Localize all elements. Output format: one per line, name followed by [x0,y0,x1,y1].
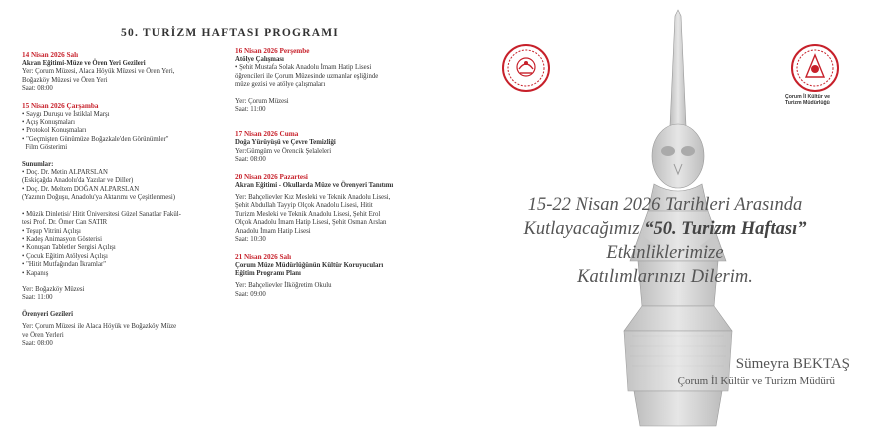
detail-line: • "Geçmişten Günümüze Boğazkale'den Görünümler" [22,135,169,143]
detail-line: • Saygı Duruşu ve İstiklal Marşı [22,110,110,118]
logo-caption [785,94,845,106]
event-details [22,169,227,203]
program-title: 50. TURİZM HAFTASI PROGRAMI [121,27,339,39]
event-details [22,211,227,278]
detail-line: • Açış Konuşmaları [22,119,75,127]
message-text: Kutlayacağımız [523,219,645,239]
detail-line: Şehit Abdullah Tayyip Olçok Anadolu Lisesi, Hitit [235,202,373,210]
detail-line: Yer: Çorum Müzesi [235,97,289,105]
detail-line: Saat: 11:00 [22,294,53,302]
detail-line: • Kapanış [22,269,49,277]
message-line: Katılımlarınızı Dilerim. [577,267,753,287]
detail-line: • Çocuk Eğitim Atölyesi Açılışı [22,252,108,260]
detail-line: öğrencileri ile Çorum Müzesinde uzmanlar eşliğinde [235,72,379,80]
detail-line: Saat: 11:00 [235,106,266,114]
event-title: Atölye Çalışması [235,56,284,63]
detail-line: Anadolu İmam Hatip Lisesi [235,227,311,235]
event-title: Çorum Müze Müdürlüğünün Kültür Koruyucuları [235,261,384,269]
event-date: 21 Nisan 2026 Salı [235,252,292,261]
detail-line: Yer: Çorum Müzesi, Alaca Höyük Müzesi ve Ören Yeri, [22,68,175,76]
event-date: 16 Nisan 2026 Perşembe [235,47,310,55]
message-line: Etkinliklerimize [606,243,724,263]
detail-line: (Eskiçağda Anadolu'da Yazılar ve Diller) [22,177,134,185]
event-details [22,323,227,348]
detail-line: • Doç. Dr. Metin ALPARSLAN [22,169,108,177]
detail-line: Turizm Mesleki ve Teknik Anadolu Lisesi, Şehit Erol [235,210,381,218]
program-column-left [22,51,227,348]
event-date: 15 Nisan 2026 Çarşamba [22,101,99,110]
detail-line: Saat: 10:30 [235,236,266,244]
event-name-highlight: “50. Turizm Haftası” [644,219,807,239]
event-title: Doğa Yürüyüşü ve Çevre Temizliği [235,139,336,147]
detail-line: Yer: Bahçelievler Kız Mesleki ve Teknik Anadolu Lisesi, [235,194,391,202]
event-date: 20 Nisan 2026 Pazartesi [235,172,308,181]
corum-directorate-logo [790,43,840,93]
detail-line: • Kadeş Animasyon Gösterisi [22,235,102,243]
detail-line: Film Gösterimi [22,144,68,152]
ministry-seal-logo [501,43,551,93]
detail-line: • Konuşan Tabletler Sergisi Açılışı [22,244,116,252]
signatory-name: Sümeyra BEKTAŞ [735,356,850,372]
event-details [22,111,227,153]
message-line [470,217,860,241]
detail-line: • Teşup Vitrini Açılışı [22,227,81,235]
detail-line: Saat: 08:00 [22,85,53,93]
event-title: Akran Eğitimi-Müze ve Ören Yeri Gezileri [22,60,146,67]
detail-line: müze gezisi ve atölye çalışmaları [235,81,326,89]
detail-line: Saat: 09:00 [235,290,266,298]
section-header: Sunumlar: [22,160,54,168]
section-header: Örenyeri Gezileri [22,310,74,318]
detail-line: Boğazköy Müzesi ve Ören Yeri [22,76,108,84]
logo-caption-line: Turizm Müdürlüğü [785,100,830,106]
signatory-title: Çorum İl Kültür ve Turizm Müdürü [677,375,835,387]
detail-line: • Doç. Dr. Meltem DOĞAN ALPARSLAN [22,185,140,193]
detail-line: ve Ören Yerleri [22,331,64,339]
detail-line: Yer: Boğazköy Müzesi [22,285,85,293]
message-line: 15-22 Nisan 2026 Tarihleri Arasında [527,195,803,215]
event-details [22,68,227,93]
event-title: Akran Eğitimi - Okullarda Müze ve Örenyeri Tanıtımı [235,181,394,189]
detail-line: tesi Prof. Dr. Ömer Can SATIR [22,219,108,227]
detail-line: Olçok Anadolu İmam Hatip Lisesi, Şehit Osman Arslan [235,219,387,227]
event-date: 17 Nisan 2026 Cuma [235,130,299,139]
detail-line: Saat: 08:00 [235,156,266,164]
event-date: 14 Nisan 2026 Salı [22,51,79,59]
logo-caption-line: Çorum İl Kültür ve [785,94,830,100]
detail-line: • Müzik Dinletisi/ Hitit Üniversitesi Güzel Sanatlar Fakül- [22,210,181,218]
invitation-message [470,193,860,289]
detail-line: • "Hitit Mutfağından İkramlar" [22,261,106,269]
detail-line: Yer: Bahçelievler İlköğretim Okulu [235,282,332,290]
detail-line: • Protokol Konuşmaları [22,127,87,135]
detail-line: (Yazının Doğuşu, Anadolu'ya Aktarımı ve Çeşitlenmesi) [22,194,176,202]
event-details [22,286,227,303]
event-title: Eğitim Programı Planı [235,269,301,277]
detail-line: Yer: Çorum Müzesi ile Alaca Höyük ve Boğazköy Müze [22,323,177,331]
detail-line: Saat: 08:00 [22,339,53,347]
detail-line: • Şehit Mustafa Solak Anadolu İmam Hatip Lisesi [235,64,372,72]
detail-line: Yer:Gümgüm ve Örencik Şelaleleri [235,147,332,155]
program-column-middle [235,47,435,299]
